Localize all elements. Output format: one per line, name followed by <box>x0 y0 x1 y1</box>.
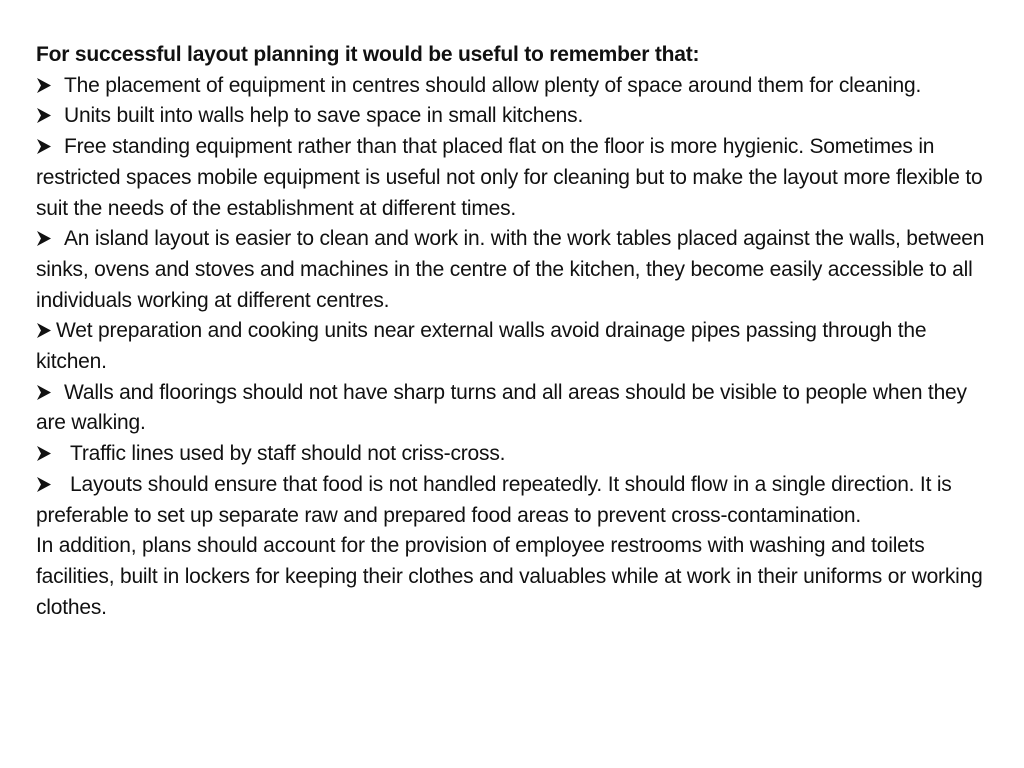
bullet-text: The placement of equipment in centres should allow plenty of space around them for cleaning. <box>64 73 922 97</box>
arrowhead-bullet-icon <box>36 439 56 470</box>
arrowhead-bullet-icon <box>36 71 56 102</box>
bullet-item <box>36 224 988 316</box>
bullet-text: Wet preparation and cooking units near external walls avoid drainage pipes passing through the kitchen. <box>36 319 927 374</box>
bullet-item <box>36 378 988 439</box>
bullet-text: Traffic lines used by staff should not criss-cross. <box>70 442 506 466</box>
arrowhead-bullet-icon <box>36 378 56 409</box>
bullet-text: Free standing equipment rather than that placed flat on the floor is more hygienic. Sometimes in restricted spaces mobile equipment is useful not only for cleaning but to make the layout more flexible to suit the needs of the establishment at different times. <box>36 135 983 220</box>
bullet-item <box>36 101 988 132</box>
bullet-text: Units built into walls help to save space in small kitchens. <box>64 104 584 128</box>
arrowhead-bullet-icon <box>36 101 56 132</box>
bullet-text: An island layout is easier to clean and work in. with the work tables placed against the walls, between sinks, ovens and stoves and machines in the centre of the kitchen, they become easily accessible to all individuals working at different centres. <box>36 227 985 312</box>
arrowhead-bullet-icon <box>36 224 56 255</box>
closing-paragraph: In addition, plans should account for the provision of employee restrooms with washing and toilets facilities, built in lockers for keeping their clothes and valuables while at work in their uniforms or working clothes. <box>36 534 983 619</box>
arrowhead-bullet-icon <box>36 316 54 347</box>
bullet-text: Walls and floorings should not have sharp turns and all areas should be visible to people when they are walking. <box>36 380 967 435</box>
slide-heading: For successful layout planning it would be useful to remember that: <box>36 43 700 66</box>
bullet-item <box>36 316 988 377</box>
bullet-item <box>36 71 988 102</box>
bullet-item <box>36 132 988 224</box>
arrowhead-bullet-icon <box>36 470 56 501</box>
slide-text-body <box>36 40 988 623</box>
bullet-item <box>36 470 988 531</box>
arrowhead-bullet-icon <box>36 132 56 163</box>
bullet-text: Layouts should ensure that food is not handled repeatedly. It should flow in a single direction. It is preferable to set up separate raw and prepared food areas to prevent cross-contamination. <box>36 472 952 527</box>
bullet-item <box>36 439 988 470</box>
